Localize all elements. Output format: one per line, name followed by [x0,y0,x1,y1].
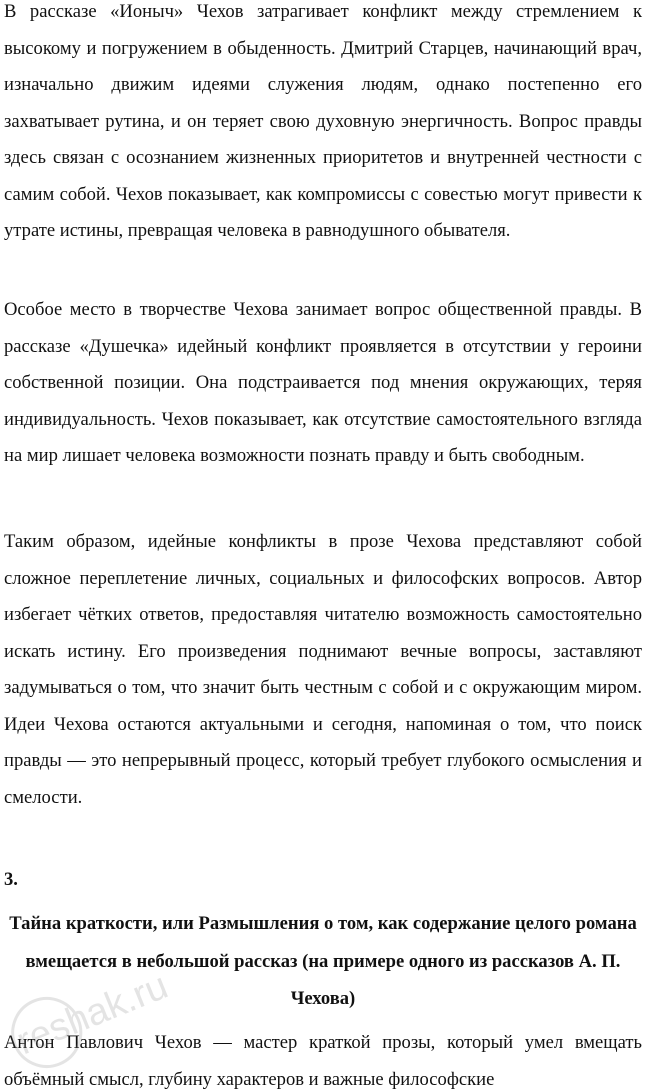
paragraph-ionych: В рассказе «Ионыч» Чехов затрагивает конфликт между стремлением к высокому и погружением в обыденность. Дмитрий Старцев, начинающий врач, изначально движим идеями служения людям, однако постепенно его захватывает рутина, и он теряет свою духовную энергичность. Вопрос правды здесь связан с осознанием жизненных приоритетов и внутренней честности с самим собой. Чехов показывает, как компромиссы с совестью могут привести к утрате истины, превращая человека в равнодушного обывателя. [4,1,642,241]
section-number: 3. [4,869,18,890]
watermark-text: reshak.ru [11,964,174,1064]
paragraph-conclusion: Таким образом, идейные конфликты в прозе Чехова представляют собой сложное переплетение личных, социальных и философских вопросов. Автор избегает чётких ответов, предоставляя читателю возможность самостоятельно искать истину. Его произведения поднимают вечные вопросы, заставляют задумываться о том, что значит быть честным с собой и с окружающим миром. Идеи Чехова остаются актуальными и сегодня, напоминая о том, что поиск правды — это непрерывный процесс, который требует глубокого осмысления и смелости. [4,531,642,808]
paragraph-dushechka: Особое место в творчестве Чехова занимает вопрос общественной правды. В рассказе «Душечка» идейный конфликт проявляется в отсутствии у героини собственной позиции. Она подстраивается под мнения окружающих, теряя индивидуальность. Чехов показывает, как отсутствие самостоятельного взгляда на мир лишает человека возможности познать правду и быть свободным. [4,299,642,466]
paragraph-intro: Антон Павлович Чехов — мастер краткой прозы, который умел вмещать объёмный смысл, глубину характеров и важные философские [4,1032,642,1090]
section-title: Тайна краткости, или Размышления о том, как содержание целого романа вмещается в небольшой рассказ (на примере одного из рассказов А. П. Чехова) [9,913,637,1009]
